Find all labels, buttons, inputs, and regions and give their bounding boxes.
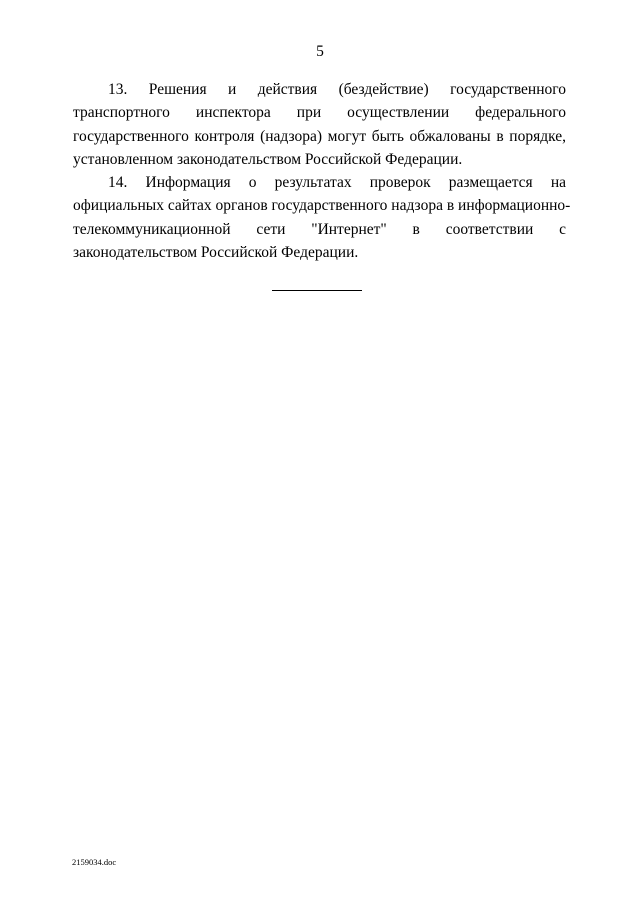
document-body <box>73 78 571 264</box>
paragraph-line: 13. Решения и действия (бездействие) государственного <box>108 81 566 98</box>
paragraph-line: установленном законодательством Российской Федерации. <box>73 150 463 168</box>
paragraph-14 <box>73 171 571 264</box>
paragraph-line: законодательством Российской Федерации. <box>73 244 359 262</box>
paragraph-line: 14. Информация о результатах проверок размещается на <box>108 174 566 192</box>
paragraph-line: телекоммуникационной сети "Интернет" в соответствии с <box>73 220 566 238</box>
paragraph-line: государственного контроля (надзора) могут быть обжалованы в порядке, <box>73 127 566 145</box>
paragraph-line: официальных сайтах органов государственного надзора в информационно- <box>73 197 571 215</box>
end-separator-line <box>272 290 362 291</box>
paragraph-line: транспортного инспектора при осуществлении федерального <box>73 104 566 122</box>
file-name-footer: 2159034.doc <box>72 857 117 867</box>
paragraph-13 <box>73 78 566 171</box>
page-number: 5 <box>316 43 324 60</box>
